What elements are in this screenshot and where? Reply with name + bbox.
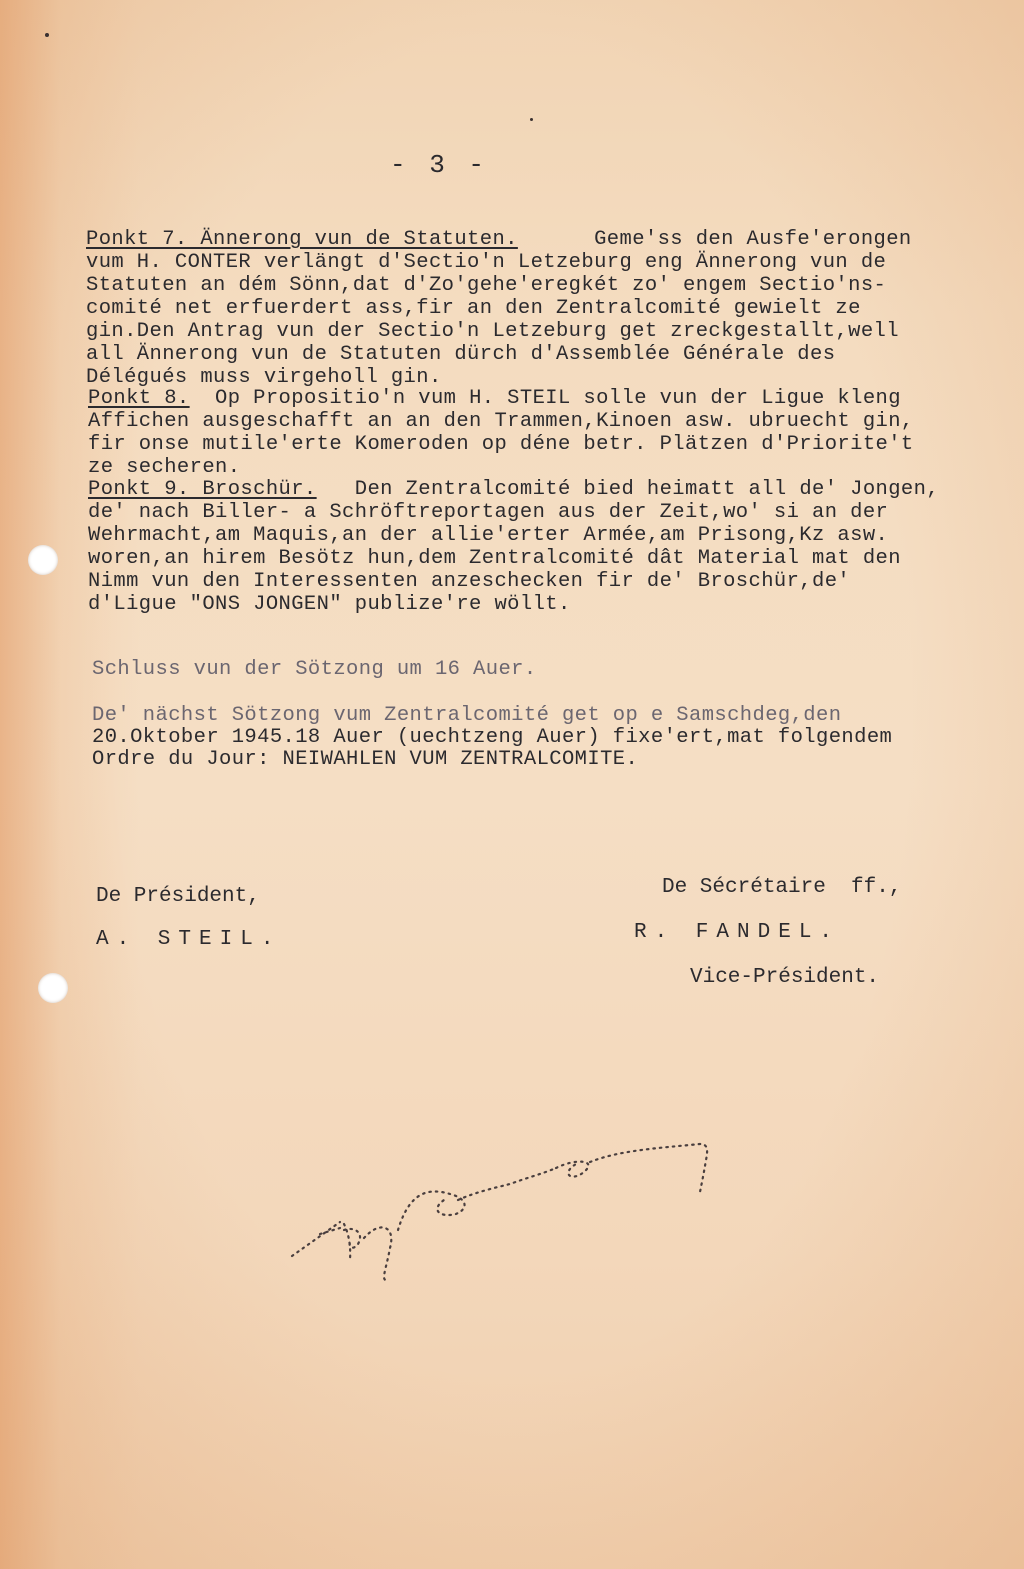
punkt8-line-2: fir onse mutile'erte Komeroden op déne betr. Plätzen d'Priorite't: [88, 433, 914, 456]
ink-speck: [530, 118, 533, 121]
next-meeting-line-1: 20.Oktober 1945.18 Auer (uechtzeng Auer) fixe'ert,mat folgendem: [92, 726, 893, 749]
secretary-title: De Sécrétaire ff.,: [662, 876, 902, 899]
punkt9-line-4: Nimm vun den Interessenten anzeschecken fir de' Broschür,de': [88, 570, 851, 593]
punkt7-line-2: Statuten an dém Sönn,dat d'Zo'gehe'eregkét zo' engem Sectio'ns-: [86, 274, 887, 297]
president-name: A. STEIL.: [96, 928, 282, 951]
punkt8-line-3: ze secheren.: [88, 456, 241, 479]
punkt9-line-2: Wehrmacht,am Maquis,an der allie'erter Armée,am Prisong,Kz asw.: [88, 524, 889, 547]
punkt9-line-1: de' nach Biller- a Schröftreportagen aus der Zeit,wo' si an der: [88, 501, 889, 524]
punch-hole: [28, 545, 58, 575]
secretary-role: Vice-Président.: [690, 966, 880, 989]
perforated-signature: [280, 1130, 720, 1290]
next-meeting-line-0: De' nächst Sötzong vum Zentralcomité get op e Samschdeg,den: [92, 704, 842, 727]
punkt7-line-0: Ponkt 7. Ännerong vun de Statuten. Geme'ss den Ausfe'erongen: [86, 228, 912, 251]
punkt8-line-0: Ponkt 8. Op Propositio'n vum H. STEIL solle vun der Ligue kleng: [88, 387, 901, 410]
punkt8-line-1: Affichen ausgeschafft an an den Trammen,Kinoen asw. ubruecht gin,: [88, 410, 914, 433]
punkt7-line-5: all Ännerong vun de Statuten dürch d'Assemblée Générale des: [86, 343, 836, 366]
punkt9-heading: Ponkt 9. Broschür.: [88, 478, 317, 501]
punkt7-line-3: comité net erfuerdert ass,fir an den Zentralcomité gewielt ze: [86, 297, 861, 320]
punkt9-line-3: woren,an hirem Besötz hun,dem Zentralcomité dât Material mat den: [88, 547, 901, 570]
punkt9-line-0: Ponkt 9. Broschür. Den Zentralcomité bied heimatt all de' Jongen,: [88, 478, 940, 501]
punkt9-line-5: d'Ligue "ONS JONGEN" publize're wöllt.: [88, 593, 571, 616]
secretary-name: R. FANDEL.: [634, 921, 841, 944]
punkt8-heading: Ponkt 8.: [88, 387, 190, 410]
punch-hole: [38, 973, 68, 1003]
ink-speck: [45, 33, 49, 37]
punkt7-line-4: gin.Den Antrag vun der Sectio'n Letzeburg get zreckgestallt,well: [86, 320, 899, 343]
punkt7-line-1: vum H. CONTER verlängt d'Sectio'n Letzeburg eng Ännerong vun de: [86, 251, 887, 274]
punkt7-heading: Ponkt 7. Ännerong vun de Statuten.: [86, 228, 518, 251]
president-title: De Président,: [96, 885, 260, 908]
punkt7-line-6: Délégués muss virgeholl gin.: [86, 366, 442, 389]
page-number: - 3 -: [390, 150, 489, 180]
next-meeting-line-2: Ordre du Jour: NEIWAHLEN VUM ZENTRALCOMITE.: [92, 748, 639, 771]
closing-line: Schluss vun der Sötzong um 16 Auer.: [92, 658, 537, 681]
